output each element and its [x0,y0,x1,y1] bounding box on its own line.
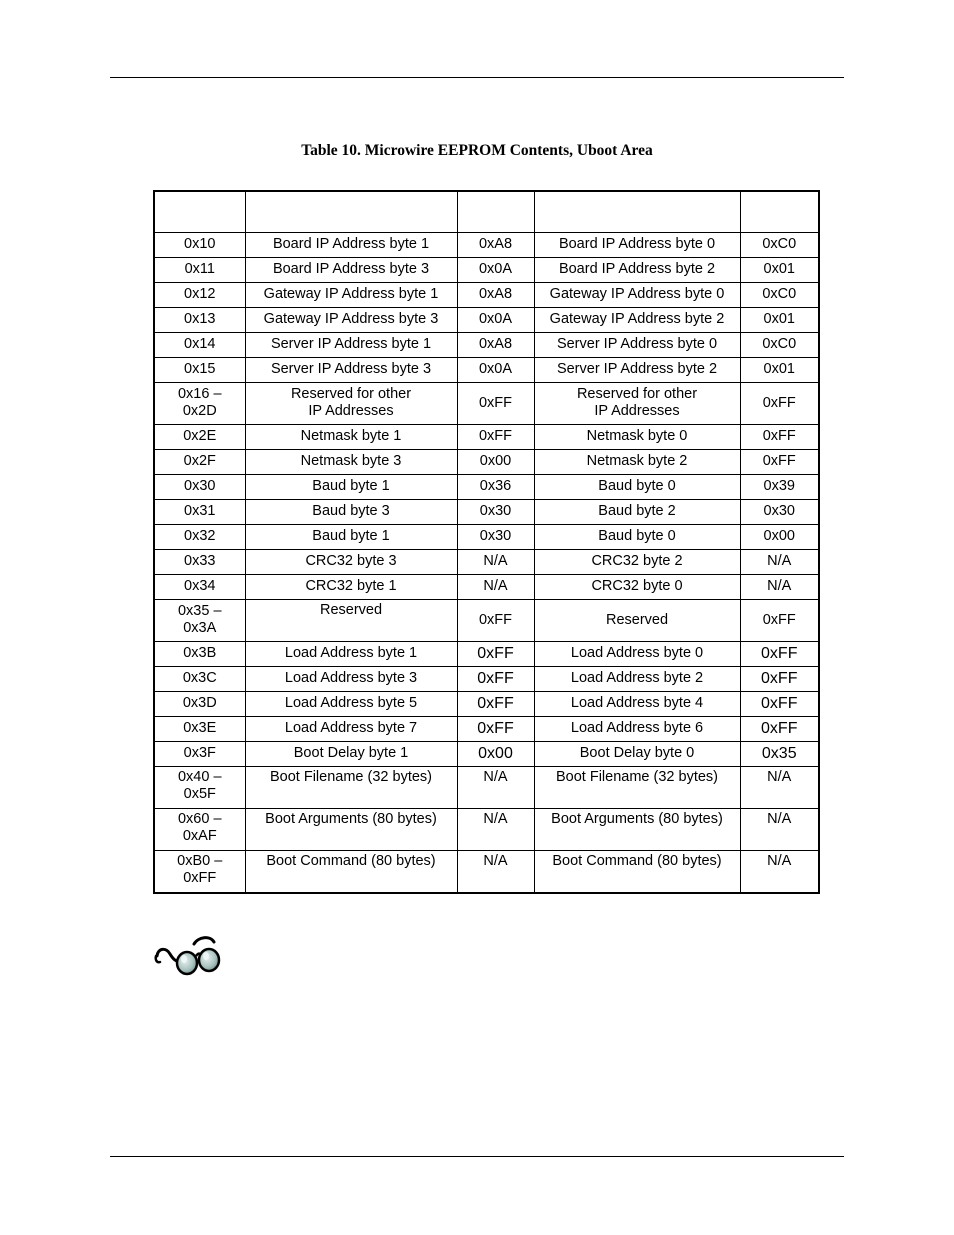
cell-value-a: N/A [457,851,534,894]
cell-desc-b: Boot Filename (32 bytes) [534,767,740,809]
cell-desc-a: Netmask byte 3 [245,450,457,475]
table-row [154,742,819,767]
cell-desc-a: CRC32 byte 3 [245,550,457,575]
cell-value-a: 0xFF [457,425,534,450]
cell-address: 0x3C [154,667,245,692]
cell-value-a: N/A [457,809,534,851]
cell-value-b: 0xC0 [740,233,819,258]
cell-desc-b: CRC32 byte 0 [534,575,740,600]
cell-address: 0x13 [154,308,245,333]
cell-desc-a: CRC32 byte 1 [245,575,457,600]
cell-desc-a: Board IP Address byte 1 [245,233,457,258]
cell-value-b: N/A [740,550,819,575]
cell-desc-b: Reserved for other IP Addresses [534,383,740,425]
cell-desc-b: Baud byte 0 [534,475,740,500]
cell-desc-a: Baud byte 1 [245,525,457,550]
cell-address: 0x11 [154,258,245,283]
table-row [154,475,819,500]
table-caption: Table 10. Microwire EEPROM Contents, Uboot Area [301,142,653,159]
cell-value-a: 0x30 [457,525,534,550]
cell-desc-a: Baud byte 3 [245,500,457,525]
footer-rule [110,1156,844,1157]
cell-value-a: 0xA8 [457,283,534,308]
table-row [154,333,819,358]
cell-value-a: N/A [457,575,534,600]
cell-desc-a: Boot Command (80 bytes) [245,851,457,894]
cell-desc-a: Load Address byte 5 [245,692,457,717]
cell-value-a: 0xFF [457,600,534,642]
cell-address: 0x2E [154,425,245,450]
cell-address: 0x15 [154,358,245,383]
cell-value-a: N/A [457,550,534,575]
cell-value-a: 0x0A [457,258,534,283]
table-row [154,258,819,283]
header-cell [534,191,740,233]
table-row [154,642,819,667]
table-row [154,767,819,809]
cell-value-b: 0x30 [740,500,819,525]
cell-desc-b: Boot Delay byte 0 [534,742,740,767]
cell-desc-b: Board IP Address byte 2 [534,258,740,283]
cell-value-b: 0xFF [740,450,819,475]
cell-desc-b: Load Address byte 2 [534,667,740,692]
cell-value-a: 0xFF [457,692,534,717]
table-row [154,851,819,894]
cell-value-a: 0x30 [457,500,534,525]
table-row [154,600,819,642]
table-row [154,425,819,450]
table-row [154,383,819,425]
cell-address: 0x31 [154,500,245,525]
header-cell [740,191,819,233]
header-cell [245,191,457,233]
cell-value-b: 0x01 [740,358,819,383]
cell-value-b: 0xC0 [740,333,819,358]
table-row [154,500,819,525]
cell-desc-a: Boot Arguments (80 bytes) [245,809,457,851]
cell-desc-a: Server IP Address byte 3 [245,358,457,383]
cell-desc-b: Load Address byte 6 [534,717,740,742]
table-row [154,550,819,575]
cell-value-a: 0xA8 [457,233,534,258]
cell-address: 0x32 [154,525,245,550]
cell-address: 0x34 [154,575,245,600]
cell-value-b: 0xFF [740,717,819,742]
cell-value-b: 0xFF [740,383,819,425]
cell-address: 0x60 – 0xAF [154,809,245,851]
cell-value-b: N/A [740,575,819,600]
reading-glasses-icon [154,932,222,980]
cell-address: 0x33 [154,550,245,575]
cell-desc-a: Boot Filename (32 bytes) [245,767,457,809]
cell-value-a: 0xFF [457,642,534,667]
cell-desc-a: Gateway IP Address byte 1 [245,283,457,308]
cell-desc-a: Server IP Address byte 1 [245,333,457,358]
table-row [154,450,819,475]
cell-desc-a: Load Address byte 7 [245,717,457,742]
eeprom-table [153,190,820,894]
cell-desc-a: Netmask byte 1 [245,425,457,450]
cell-value-b: 0xFF [740,600,819,642]
table-row [154,358,819,383]
cell-desc-b: CRC32 byte 2 [534,550,740,575]
cell-desc-b: Netmask byte 0 [534,425,740,450]
cell-address: 0x14 [154,333,245,358]
cell-desc-a: Load Address byte 3 [245,667,457,692]
cell-address: 0x2F [154,450,245,475]
cell-desc-b: Reserved [534,600,740,642]
cell-value-a: 0x36 [457,475,534,500]
cell-value-a: 0x0A [457,358,534,383]
cell-value-b: 0xFF [740,425,819,450]
table-row [154,233,819,258]
cell-desc-b: Boot Arguments (80 bytes) [534,809,740,851]
cell-value-b: 0x39 [740,475,819,500]
cell-value-a: 0xA8 [457,333,534,358]
cell-desc-a: Reserved for other IP Addresses [245,383,457,425]
table-row [154,283,819,308]
table-body [154,233,819,894]
cell-desc-b: Boot Command (80 bytes) [534,851,740,894]
cell-value-a: 0xFF [457,383,534,425]
table-row [154,717,819,742]
cell-address: 0x12 [154,283,245,308]
cell-desc-b: Server IP Address byte 2 [534,358,740,383]
cell-value-a: 0x0A [457,308,534,333]
cell-desc-a: Board IP Address byte 3 [245,258,457,283]
cell-value-a: 0x00 [457,450,534,475]
cell-value-b: 0x35 [740,742,819,767]
cell-address: 0x3B [154,642,245,667]
table-row [154,525,819,550]
cell-address: 0x16 – 0x2D [154,383,245,425]
cell-address: 0x3D [154,692,245,717]
cell-desc-a: Boot Delay byte 1 [245,742,457,767]
cell-desc-b: Server IP Address byte 0 [534,333,740,358]
cell-desc-b: Baud byte 0 [534,525,740,550]
cell-value-b: 0xFF [740,692,819,717]
cell-value-a: 0xFF [457,717,534,742]
cell-desc-a: Gateway IP Address byte 3 [245,308,457,333]
table-row [154,575,819,600]
cell-address: 0x10 [154,233,245,258]
cell-desc-a: Load Address byte 1 [245,642,457,667]
cell-desc-b: Load Address byte 4 [534,692,740,717]
header-rule [110,77,844,78]
cell-desc-b: Gateway IP Address byte 0 [534,283,740,308]
cell-address: 0x35 – 0x3A [154,600,245,642]
cell-address: 0x30 [154,475,245,500]
cell-value-b: 0xC0 [740,283,819,308]
table-header-row [154,191,819,233]
cell-value-b: 0xFF [740,667,819,692]
header-cell [457,191,534,233]
cell-address: 0x3E [154,717,245,742]
cell-address: 0xB0 – 0xFF [154,851,245,894]
cell-value-b: 0x00 [740,525,819,550]
table-row [154,308,819,333]
cell-desc-b: Load Address byte 0 [534,642,740,667]
cell-value-b: 0x01 [740,308,819,333]
cell-desc-b: Board IP Address byte 0 [534,233,740,258]
cell-address: 0x3F [154,742,245,767]
table-row [154,692,819,717]
cell-value-a: 0x00 [457,742,534,767]
cell-value-a: N/A [457,767,534,809]
cell-value-b: 0x01 [740,258,819,283]
cell-desc-b: Netmask byte 2 [534,450,740,475]
cell-desc-a: Reserved [245,600,457,642]
table-row [154,667,819,692]
cell-value-b: N/A [740,809,819,851]
cell-desc-a: Baud byte 1 [245,475,457,500]
cell-address: 0x40 – 0x5F [154,767,245,809]
header-cell [154,191,245,233]
cell-desc-b: Gateway IP Address byte 2 [534,308,740,333]
cell-value-b: N/A [740,767,819,809]
cell-value-a: 0xFF [457,667,534,692]
cell-value-b: 0xFF [740,642,819,667]
cell-desc-b: Baud byte 2 [534,500,740,525]
cell-value-b: N/A [740,851,819,894]
table-row [154,809,819,851]
